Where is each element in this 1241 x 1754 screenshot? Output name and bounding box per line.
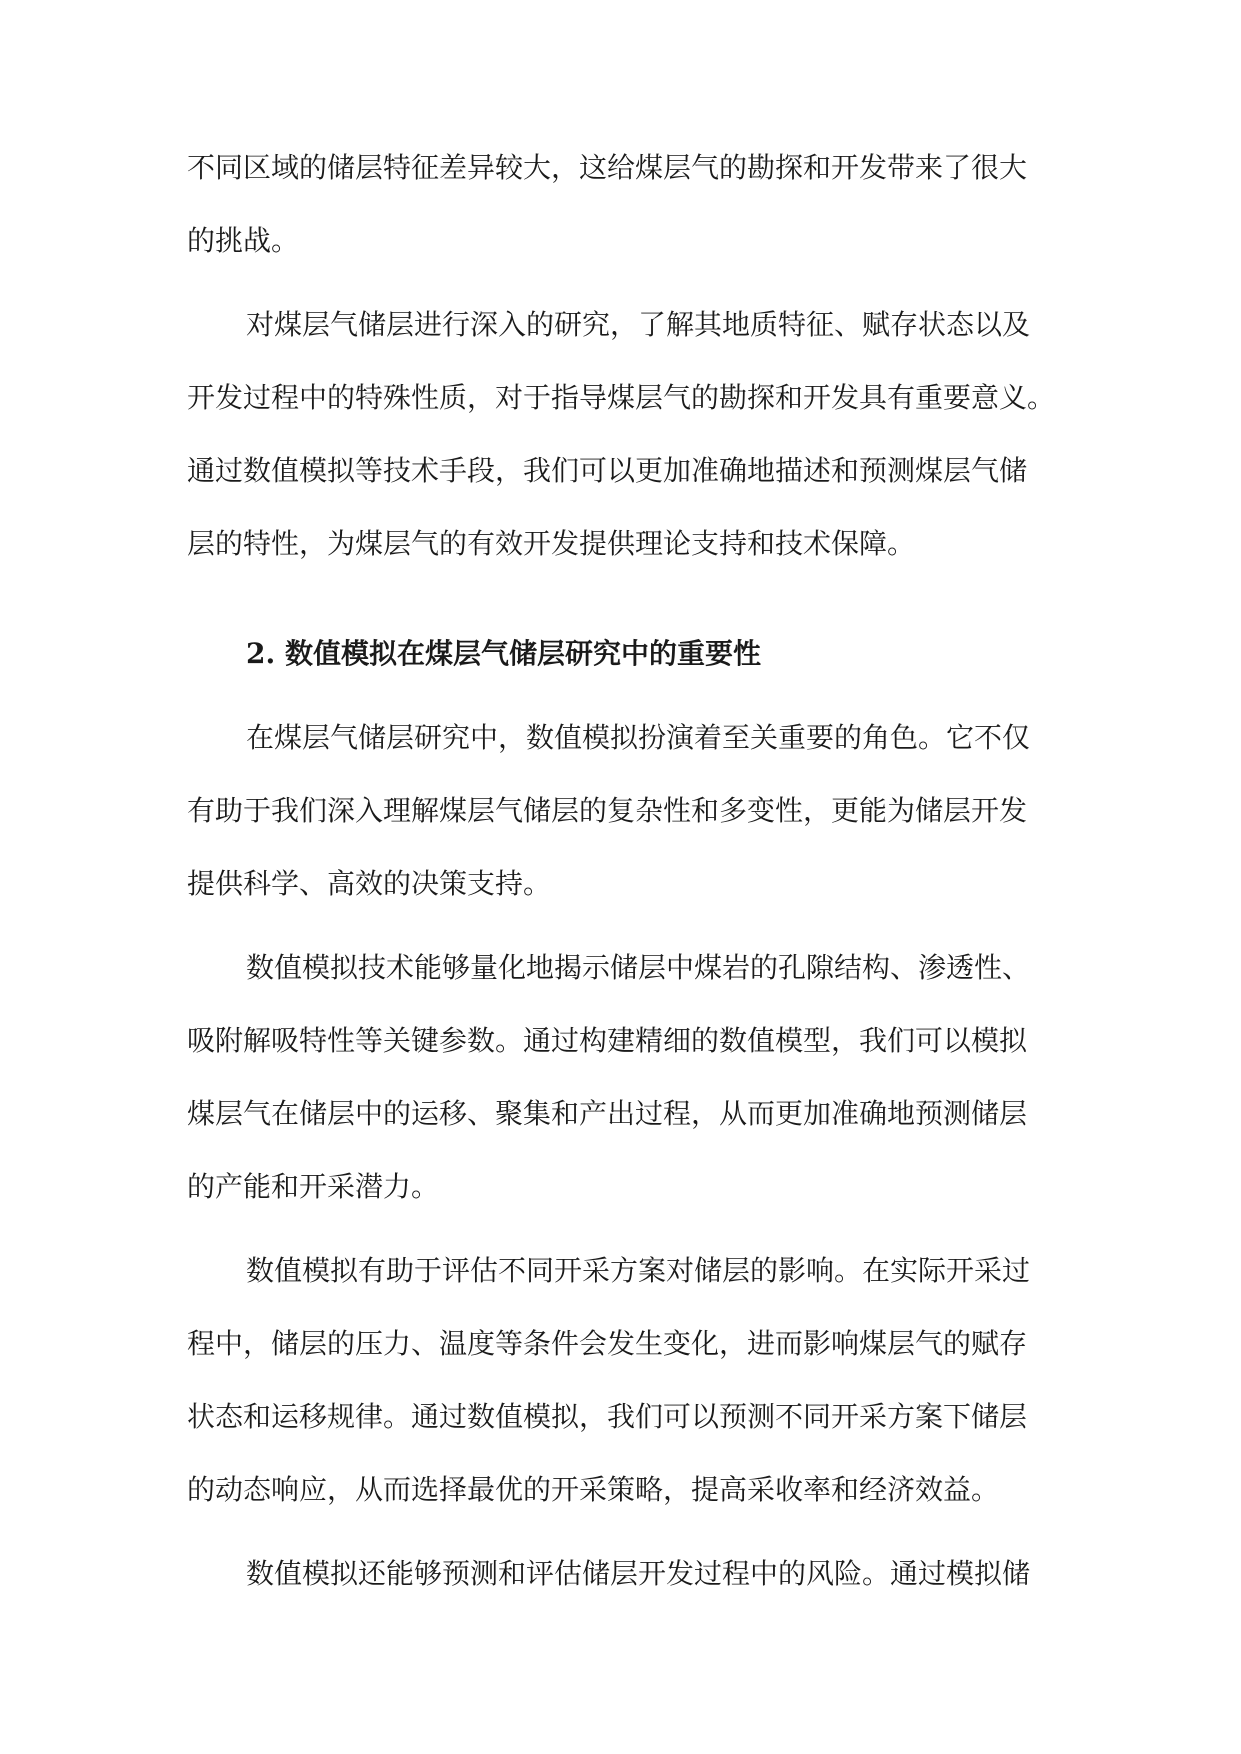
paragraph-line: 的动态响应，从而选择最优的开采策略，提高采收率和经济效益。 [187,1473,1000,1506]
paragraph-line: 对煤层气储层进行深入的研究，了解其地质特征、赋存状态以及 [246,308,1031,341]
paragraph-line: 提供科学、高效的决策支持。 [187,867,552,900]
paragraph-line: 数值模拟技术能够量化地揭示储层中煤岩的孔隙结构、渗透性、 [246,951,1031,984]
paragraph-line: 不同区域的储层特征差异较大，这给煤层气的勘探和开发带来了很大 [187,151,1028,184]
paragraph-line: 有助于我们深入理解煤层气储层的复杂性和多变性，更能为储层开发 [187,794,1028,827]
paragraph-line: 煤层气在储层中的运移、聚集和产出过程，从而更加准确地预测储层 [187,1097,1028,1130]
paragraph-line: 程中，储层的压力、温度等条件会发生变化，进而影响煤层气的赋存 [187,1327,1028,1360]
paragraph-line: 状态和运移规律。通过数值模拟，我们可以预测不同开采方案下储层 [187,1400,1028,1433]
paragraph-line: 的挑战。 [187,224,300,257]
paragraph-line: 开发过程中的特殊性质，对于指导煤层气的勘探和开发具有重要意义。 [187,381,1056,414]
paragraph-line: 吸附解吸特性等关键参数。通过构建精细的数值模型，我们可以模拟 [187,1024,1028,1057]
paragraph-line: 在煤层气储层研究中，数值模拟扮演着至关重要的角色。它不仅 [246,721,1031,754]
paragraph-line: 数值模拟有助于评估不同开采方案对储层的影响。在实际开采过 [246,1254,1031,1287]
paragraph-line: 数值模拟还能够预测和评估储层开发过程中的风险。通过模拟储 [246,1557,1031,1590]
paragraph-line: 通过数值模拟等技术手段，我们可以更加准确地描述和预测煤层气储 [187,454,1028,487]
paragraph-line: 的产能和开采潜力。 [187,1170,440,1203]
paragraph-line: 层的特性，为煤层气的有效开发提供理论支持和技术保障。 [187,527,916,560]
section-heading: 2. 数值模拟在煤层气储层研究中的重要性 [246,637,761,670]
